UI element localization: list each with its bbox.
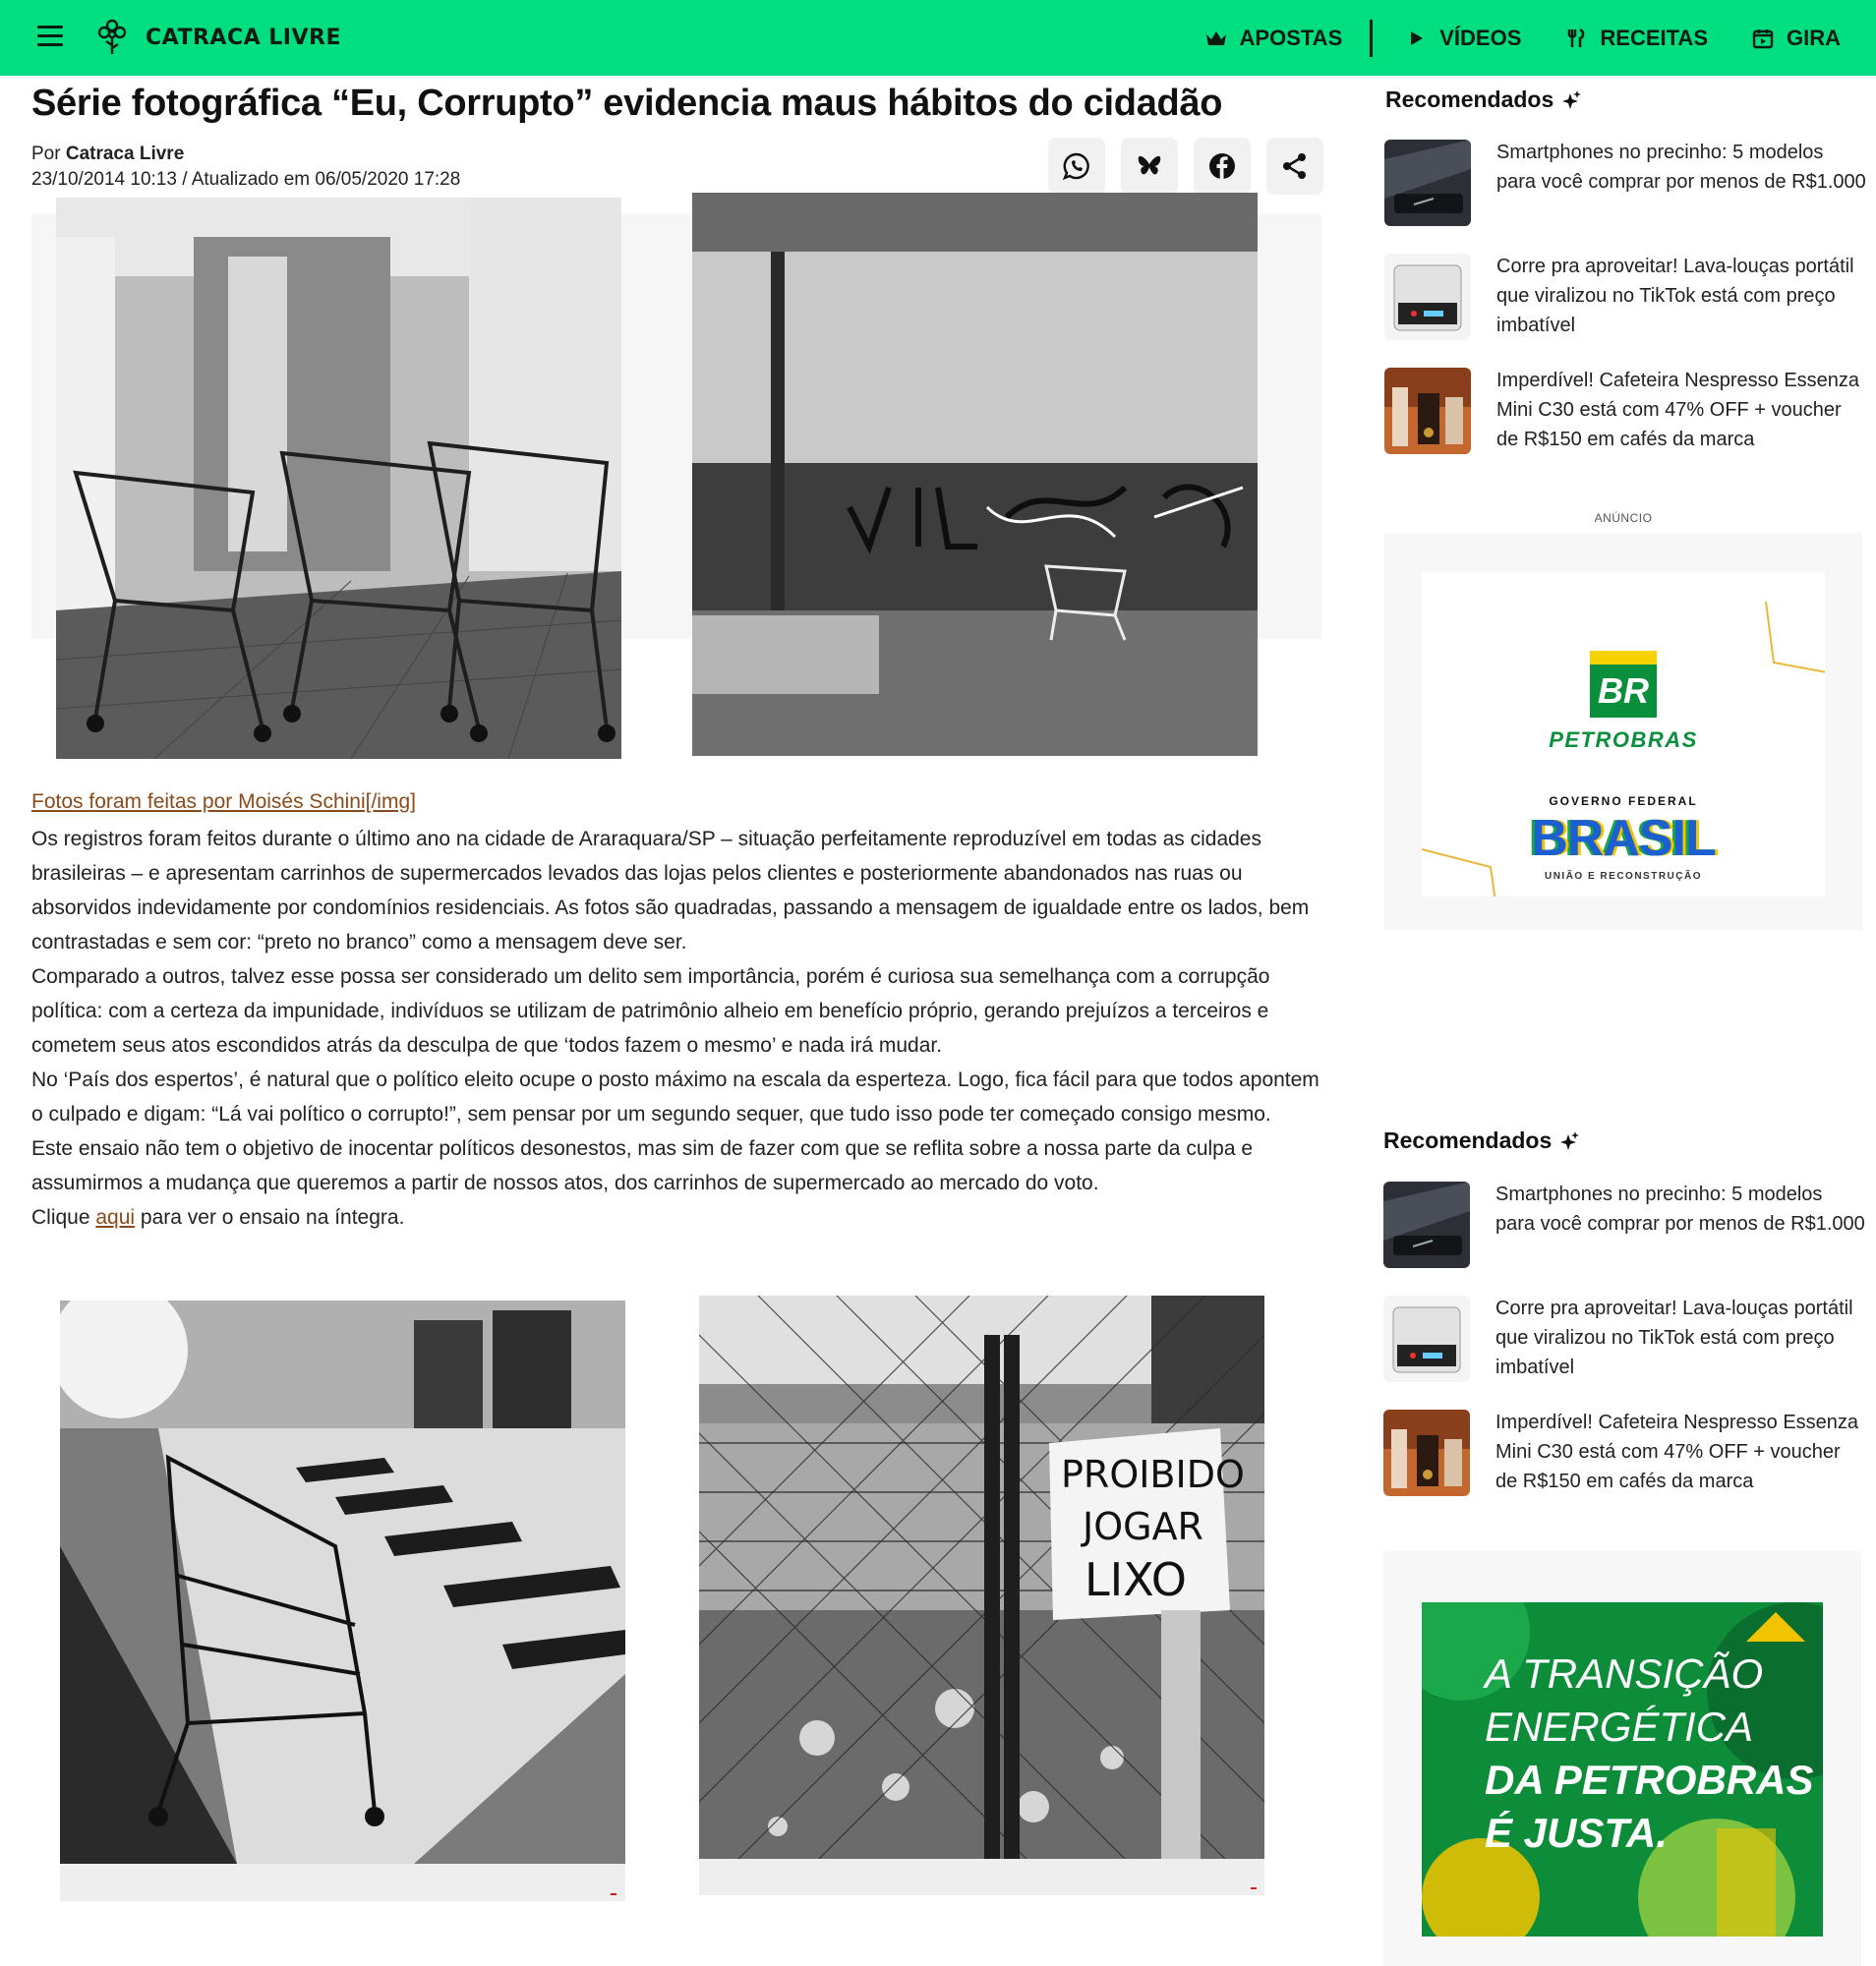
photo-proibido-jogar-lixo [699,1296,1264,1859]
recommended-item-text: Smartphones no precinho: 5 modelos para você comprar por menos de R$1.000 [1496,142,1866,193]
article-title: Série fotográfica “Eu, Corrupto” evidencia maus hábitos do cidadão [31,83,1223,124]
sparkle-icon [1559,1130,1579,1152]
article-paragraph: Os registros foram feitos durante o último ano na cidade de Araraquara/SP – situação perfeitamente reproduzível em todas as cidades brasileiras – e apresentam carrinhos de supermercados levados das lojas pelos clientes e posteriormente abandonados nas ruas ou absorvidos indevidamente por condomínios residenciais. As fotos são quadradas, passando a mensagem de igualdade entre os lados, bem contrastadas e sem cor: “preto no branco” como a mensagem deve ser. [31,828,1310,954]
recommended-item[interactable] [1383,1408,1865,1510]
recommended-item[interactable] [1384,252,1866,354]
coffee-machine-thumb [1383,1410,1470,1496]
facebook-icon [1206,150,1238,182]
cta-text-before: Clique [31,1206,96,1229]
dishwasher-thumb [1383,1296,1470,1382]
facebook-share-button[interactable] [1194,138,1251,195]
author-name[interactable]: Catraca Livre [65,144,185,164]
bluesky-icon [1134,150,1165,182]
sparkle-icon [1561,89,1581,111]
byline [31,144,184,165]
recommended-item[interactable] [1383,1294,1865,1396]
article-paragraph: No ‘País dos espertos’, é natural que o político eleito ocupe o posto máximo na escala da esperteza. Logo, fica fácil para que todos apontem o culpado e digam: “Lá vai político o corrupto!”, sem pensar por um segundo sequer, que tudo isso pode ter começado consigo mesmo. [31,1069,1319,1126]
photo-caption-bar [699,1858,1264,1895]
recommended-heading [1385,87,1581,113]
nav-label: APOSTAS [1239,25,1343,50]
share-icon [1279,150,1311,182]
photo-credit-link[interactable]: Fotos foram feitas por Moisés Schini[/img] [31,790,416,813]
byline-prefix: Por [31,144,61,164]
ad-headline-line: A TRANSIÇÃO [1485,1650,1764,1697]
photo-caption-bar [60,1864,625,1901]
share-button[interactable] [1266,138,1323,195]
photo-shopping-carts-hallway [56,198,621,759]
nav-videos[interactable] [1404,26,1521,51]
gov-tagline: UNIÃO E RECONSTRUÇÃO [1544,871,1702,882]
share-bar [1048,138,1339,195]
fork-knife-icon [1564,27,1588,50]
article-body [31,822,1329,1235]
ad-petrobras-brasil[interactable] [1384,533,1862,930]
crown-icon [1204,27,1228,50]
top-bar [0,0,1876,76]
smartphone-thumb [1384,140,1471,226]
ad-headline-line: ENERGÉTICA [1485,1704,1754,1750]
recommended-item-text: Smartphones no precinho: 5 modelos para você comprar por menos de R$1.000 [1495,1184,1865,1235]
br-logo [1590,651,1657,718]
sign-text-line: JOGAR [1083,1505,1203,1548]
recommended-item-text: Corre pra aproveitar! Lava-louças portátil que viralizou no TikTok está com preço imbatível [1496,256,1854,336]
gov-federal-label: GOVERNO FEDERAL [1549,794,1698,808]
article-cta-line [31,1200,1329,1235]
ad-label: ANÚNCIO [1594,511,1653,525]
nav-apostas[interactable] [1204,26,1343,51]
whatsapp-icon [1061,150,1092,182]
photo-caption-marker [611,1893,616,1895]
nav-receitas[interactable] [1564,26,1708,51]
ad-headline-line: É JUSTA. [1485,1810,1668,1856]
smartphone-thumb [1383,1182,1470,1268]
whatsapp-share-button[interactable] [1048,138,1105,195]
recommended-item-text: Corre pra aproveitar! Lava-louças portátil que viralizou no TikTok está com preço imbatível [1495,1298,1853,1378]
recommended-item[interactable] [1384,138,1866,240]
recommended-title: Recomendados [1385,87,1554,112]
main-nav [1204,0,1841,76]
nav-divider [1370,20,1373,57]
article-paragraph: Este ensaio não tem o objetivo de inocentar políticos desonestos, mas sim de fazer com que se reflita sobre a nossa parte da culpa e assumirmos a mudança que queremos a partir de nossos atos, dos carrinhos de supermercado ao mercado do voto. [31,1137,1254,1194]
dishwasher-thumb [1384,254,1471,340]
calendar-icon [1751,27,1775,50]
br-logo-text: BR [1598,670,1649,711]
nav-gira[interactable] [1751,26,1841,51]
petrobras-wordmark: PETROBRAS [1549,727,1698,752]
brasil-wordmark: BRASIL [1531,810,1716,867]
ad-headline [1485,1648,1813,1860]
sign-text-line: PROIBIDO [1061,1453,1245,1496]
catraca-flower-icon [96,19,128,56]
sign-text-line: LIXO [1085,1553,1187,1606]
recommended-item-text: Imperdível! Cafeteira Nespresso Essenza Mini C30 está com 47% OFF + voucher de R$150 em cafés da marca [1496,370,1860,450]
nav-label: RECEITAS [1600,25,1708,50]
publish-dates: 23/10/2014 10:13 / Atualizado em 06/05/2020 17:28 [31,169,461,190]
ad-headline-line: DA PETROBRAS [1485,1757,1814,1803]
photo-graffiti-wall-cart [692,193,1258,756]
photo-cart-piano-sidewalk [60,1301,625,1864]
hamburger-menu-icon[interactable] [37,26,63,47]
play-icon [1404,27,1428,50]
recommended-item[interactable] [1383,1180,1865,1282]
recommended-heading [1383,1128,1579,1154]
ad-creative [1422,572,1825,896]
recommended-title: Recomendados [1383,1128,1553,1153]
coffee-machine-thumb [1384,368,1471,454]
full-essay-link[interactable]: aqui [95,1206,136,1229]
site-logo[interactable] [96,18,341,57]
nav-label: GIRA [1787,25,1841,50]
ad-petrobras-transicao[interactable] [1383,1551,1861,1966]
ad-creative [1422,1602,1823,1937]
nav-label: VÍDEOS [1439,25,1522,50]
recommended-item-text: Imperdível! Cafeteira Nespresso Essenza Mini C30 está com 47% OFF + voucher de R$150 em cafés da marca [1495,1412,1859,1492]
cta-text-after: para ver o ensaio na íntegra. [135,1206,405,1229]
bluesky-share-button[interactable] [1121,138,1178,195]
article-paragraph: Comparado a outros, talvez esse possa ser considerado um delito sem importância, porém é curiosa sua semelhança com a corrupção política: com a certeza da impunidade, indivíduos se utilizam de patrimônio alheio em benefício próprio, gerando prejuízos a terceiros e cometem seus atos escondidos atrás da desculpa de que ‘todos fazem o mesmo’ e nada irá mudar. [31,965,1270,1057]
brand-name: CATRACA LIVRE [146,25,341,50]
photo-caption-marker [1251,1887,1257,1889]
recommended-item[interactable] [1384,366,1866,468]
